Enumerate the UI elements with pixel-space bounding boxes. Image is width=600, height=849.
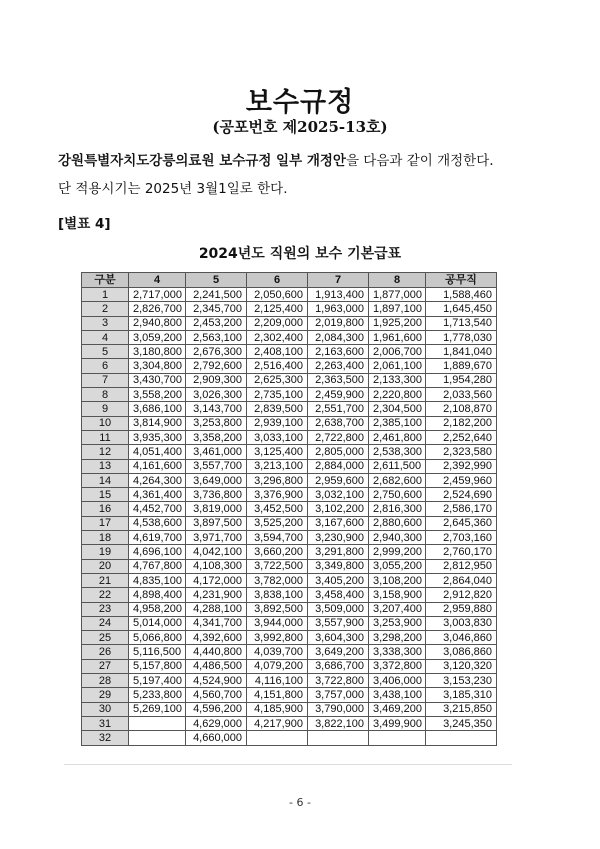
table-row: [82, 702, 497, 716]
header-cell: 구분: [82, 273, 129, 288]
salary-cell: 3,158,900: [369, 588, 426, 602]
table-row: [82, 473, 497, 487]
salary-cell: 3,059,200: [129, 330, 186, 344]
salary-cell: 3,499,900: [369, 716, 426, 730]
grade-cell: 32: [82, 731, 129, 745]
salary-cell: 3,557,900: [308, 616, 369, 630]
salary-cell: 4,217,900: [247, 716, 308, 730]
grade-cell: 15: [82, 488, 129, 502]
salary-cell: 2,717,000: [129, 288, 186, 302]
salary-cell: 2,323,580: [426, 445, 497, 459]
salary-cell: 3,660,200: [247, 545, 308, 559]
salary-cell: 3,167,600: [308, 516, 369, 530]
grade-cell: 19: [82, 545, 129, 559]
salary-cell: 4,172,000: [186, 573, 247, 587]
salary-cell: 4,898,400: [129, 588, 186, 602]
salary-cell: 3,055,200: [369, 559, 426, 573]
salary-cell: 2,524,690: [426, 488, 497, 502]
salary-cell: 1,963,000: [308, 302, 369, 316]
salary-cell: 3,686,100: [129, 402, 186, 416]
grade-cell: 18: [82, 531, 129, 545]
salary-cell: 2,805,000: [308, 445, 369, 459]
salary-cell: 3,649,000: [186, 473, 247, 487]
salary-cell: 3,822,100: [308, 716, 369, 730]
salary-cell: 2,939,100: [247, 416, 308, 430]
salary-cell: 3,026,300: [186, 388, 247, 402]
salary-cell: 3,782,000: [247, 573, 308, 587]
salary-cell: 3,185,310: [426, 688, 497, 702]
grade-cell: 7: [82, 373, 129, 387]
salary-cell: 2,792,600: [186, 359, 247, 373]
salary-cell: 3,102,200: [308, 502, 369, 516]
salary-cell: 2,760,170: [426, 545, 497, 559]
salary-cell: 2,033,560: [426, 388, 497, 402]
salary-cell: 2,241,500: [186, 288, 247, 302]
salary-cell: 4,596,200: [186, 702, 247, 716]
salary-cell: 2,461,800: [369, 430, 426, 444]
salary-cell: 4,079,200: [247, 659, 308, 673]
grade-cell: 2: [82, 302, 129, 316]
salary-cell: 3,944,000: [247, 616, 308, 630]
salary-cell: 5,066,800: [129, 631, 186, 645]
salary-cell: 2,108,870: [426, 402, 497, 416]
grade-cell: 16: [82, 502, 129, 516]
salary-cell: 3,230,900: [308, 531, 369, 545]
table-row: [82, 330, 497, 344]
salary-cell: 4,958,200: [129, 602, 186, 616]
salary-cell: 4,767,800: [129, 559, 186, 573]
salary-cell: 2,676,300: [186, 345, 247, 359]
salary-cell: 5,157,800: [129, 659, 186, 673]
grade-cell: 13: [82, 459, 129, 473]
salary-cell: 4,440,800: [186, 645, 247, 659]
table-header-row: [82, 273, 497, 288]
salary-cell: 3,458,400: [308, 588, 369, 602]
salary-cell: 1,841,040: [426, 345, 497, 359]
table-row: [82, 545, 497, 559]
salary-cell: 3,604,300: [308, 631, 369, 645]
grade-cell: 31: [82, 716, 129, 730]
salary-cell: 2,682,600: [369, 473, 426, 487]
salary-cell: 2,061,100: [369, 359, 426, 373]
salary-cell: 1,913,400: [308, 288, 369, 302]
salary-cell: 2,363,500: [308, 373, 369, 387]
salary-cell: 1,889,670: [426, 359, 497, 373]
salary-cell: 4,560,700: [186, 688, 247, 702]
salary-cell: [129, 731, 186, 745]
salary-cell: 3,594,700: [247, 531, 308, 545]
salary-cell: 3,736,800: [186, 488, 247, 502]
salary-cell: 3,814,900: [129, 416, 186, 430]
paragraph-effective-date: 단 적용시기는 2025년 3월1일로 한다.: [58, 181, 288, 197]
salary-cell: 3,376,900: [247, 488, 308, 502]
salary-cell: 3,649,200: [308, 645, 369, 659]
salary-cell: 3,296,800: [247, 473, 308, 487]
header-cell: 5: [186, 273, 247, 288]
salary-cell: 3,213,100: [247, 459, 308, 473]
salary-cell: 2,385,100: [369, 416, 426, 430]
salary-cell: 2,302,400: [247, 330, 308, 344]
salary-cell: 5,269,100: [129, 702, 186, 716]
table-row: [82, 531, 497, 545]
salary-cell: 3,003,830: [426, 616, 497, 630]
table-row: [82, 573, 497, 587]
table-row: [82, 373, 497, 387]
salary-cell: 4,619,700: [129, 531, 186, 545]
table-row: [82, 388, 497, 402]
salary-cell: 2,345,700: [186, 302, 247, 316]
table-row: [82, 459, 497, 473]
table-row: [82, 502, 497, 516]
salary-cell: 4,185,900: [247, 702, 308, 716]
salary-cell: 3,757,000: [308, 688, 369, 702]
salary-cell: 4,341,700: [186, 616, 247, 630]
salary-cell: 4,231,900: [186, 588, 247, 602]
salary-cell: 2,516,400: [247, 359, 308, 373]
salary-cell: 2,408,100: [247, 345, 308, 359]
salary-cell: 3,358,200: [186, 430, 247, 444]
salary-cell: 2,940,800: [129, 316, 186, 330]
salary-cell: 3,298,200: [369, 631, 426, 645]
header-cell: 8: [369, 273, 426, 288]
salary-cell: 2,019,800: [308, 316, 369, 330]
header-cell: 7: [308, 273, 369, 288]
salary-cell: 3,819,000: [186, 502, 247, 516]
salary-cell: 2,586,170: [426, 502, 497, 516]
salary-cell: 2,133,300: [369, 373, 426, 387]
salary-cell: 3,304,800: [129, 359, 186, 373]
salary-cell: 3,558,200: [129, 388, 186, 402]
paragraph-amendment: [58, 149, 598, 169]
table-row: [82, 416, 497, 430]
salary-cell: 2,220,800: [369, 388, 426, 402]
grade-cell: 26: [82, 645, 129, 659]
salary-cell: 2,263,400: [308, 359, 369, 373]
salary-cell: 2,163,600: [308, 345, 369, 359]
salary-cell: 4,524,900: [186, 674, 247, 688]
salary-cell: 3,143,700: [186, 402, 247, 416]
salary-cell: 2,880,600: [369, 516, 426, 530]
table-row: [82, 288, 497, 302]
page-number: - 6 -: [289, 796, 311, 809]
salary-cell: 3,125,400: [247, 445, 308, 459]
salary-cell: 2,703,160: [426, 531, 497, 545]
table-row: [82, 359, 497, 373]
table-row: [82, 602, 497, 616]
salary-cell: 2,551,700: [308, 402, 369, 416]
salary-cell: 3,722,800: [308, 674, 369, 688]
salary-cell: 2,735,100: [247, 388, 308, 402]
salary-cell: 2,864,040: [426, 573, 497, 587]
salary-cell: 1,877,000: [369, 288, 426, 302]
salary-cell: 2,006,700: [369, 345, 426, 359]
salary-cell: 1,713,540: [426, 316, 497, 330]
salary-cell: 3,253,900: [369, 616, 426, 630]
grade-cell: 22: [82, 588, 129, 602]
salary-cell: 3,406,000: [369, 674, 426, 688]
salary-cell: 3,086,860: [426, 645, 497, 659]
salary-cell: 3,207,400: [369, 602, 426, 616]
salary-cell: 2,050,600: [247, 288, 308, 302]
header-cell: 6: [247, 273, 308, 288]
document-subtitle: (공포번호 제2025-13호): [212, 118, 388, 136]
salary-cell: 4,051,400: [129, 445, 186, 459]
salary-cell: 2,459,960: [426, 473, 497, 487]
grade-cell: 29: [82, 688, 129, 702]
salary-cell: 3,430,700: [129, 373, 186, 387]
salary-cell: 3,046,860: [426, 631, 497, 645]
grade-cell: 1: [82, 288, 129, 302]
salary-cell: 2,563,100: [186, 330, 247, 344]
salary-cell: 4,452,700: [129, 502, 186, 516]
salary-table: [81, 272, 497, 746]
salary-cell: 4,629,000: [186, 716, 247, 730]
salary-cell: 3,372,800: [369, 659, 426, 673]
salary-cell: 4,538,600: [129, 516, 186, 530]
document-title: 보수규정: [245, 87, 355, 118]
salary-cell: 4,042,100: [186, 545, 247, 559]
salary-cell: 2,839,500: [247, 402, 308, 416]
salary-cell: 3,349,800: [308, 559, 369, 573]
grade-cell: 9: [82, 402, 129, 416]
grade-cell: 24: [82, 616, 129, 630]
salary-cell: 3,253,800: [186, 416, 247, 430]
table-row: [82, 316, 497, 330]
table-row: [82, 345, 497, 359]
grade-cell: 25: [82, 631, 129, 645]
salary-cell: 4,835,100: [129, 573, 186, 587]
salary-cell: 3,525,200: [247, 516, 308, 530]
salary-cell: 3,557,700: [186, 459, 247, 473]
table-row: [82, 631, 497, 645]
table-row: [82, 516, 497, 530]
salary-cell: 2,816,300: [369, 502, 426, 516]
table-row: [82, 302, 497, 316]
salary-cell: 3,180,800: [129, 345, 186, 359]
amendment-bold-text: 강원특별자치도강릉의료원 보수규정 일부 개정안: [58, 153, 346, 169]
salary-cell: 2,645,360: [426, 516, 497, 530]
salary-cell: 2,304,500: [369, 402, 426, 416]
salary-cell: 3,971,700: [186, 531, 247, 545]
salary-cell: 3,153,230: [426, 674, 497, 688]
salary-cell: 3,120,320: [426, 659, 497, 673]
attachment-reference: [별표 4]: [58, 216, 111, 232]
salary-cell: [308, 731, 369, 745]
salary-cell: 3,461,000: [186, 445, 247, 459]
table-row: [82, 645, 497, 659]
salary-cell: 2,209,000: [247, 316, 308, 330]
salary-cell: 2,750,600: [369, 488, 426, 502]
salary-cell: 4,161,600: [129, 459, 186, 473]
salary-cell: 1,954,280: [426, 373, 497, 387]
grade-cell: 3: [82, 316, 129, 330]
table-title: 2024년도 직원의 보수 기본급표: [198, 246, 402, 262]
salary-cell: 1,588,460: [426, 288, 497, 302]
salary-cell: 2,625,300: [247, 373, 308, 387]
salary-cell: 2,909,300: [186, 373, 247, 387]
salary-cell: 1,645,450: [426, 302, 497, 316]
salary-cell: [426, 731, 497, 745]
salary-cell: 3,790,000: [308, 702, 369, 716]
grade-cell: 12: [82, 445, 129, 459]
table-row: [82, 674, 497, 688]
grade-cell: 21: [82, 573, 129, 587]
salary-cell: 2,459,900: [308, 388, 369, 402]
salary-cell: 4,116,100: [247, 674, 308, 688]
salary-cell: 1,778,030: [426, 330, 497, 344]
salary-cell: 2,912,820: [426, 588, 497, 602]
header-cell: 공무직: [426, 273, 497, 288]
grade-cell: 8: [82, 388, 129, 402]
salary-cell: 5,014,000: [129, 616, 186, 630]
salary-cell: 4,264,300: [129, 473, 186, 487]
grade-cell: 20: [82, 559, 129, 573]
salary-cell: 1,961,600: [369, 330, 426, 344]
salary-cell: 4,392,600: [186, 631, 247, 645]
salary-cell: 3,452,500: [247, 502, 308, 516]
salary-cell: 2,826,700: [129, 302, 186, 316]
salary-cell: 5,197,400: [129, 674, 186, 688]
salary-cell: 1,897,100: [369, 302, 426, 316]
salary-cell: 3,686,700: [308, 659, 369, 673]
salary-cell: 3,291,800: [308, 545, 369, 559]
salary-cell: 2,959,880: [426, 602, 497, 616]
salary-cell: 4,696,100: [129, 545, 186, 559]
salary-cell: 2,252,640: [426, 430, 497, 444]
salary-cell: 2,084,300: [308, 330, 369, 344]
salary-cell: 3,509,000: [308, 602, 369, 616]
grade-cell: 14: [82, 473, 129, 487]
table-row: [82, 430, 497, 444]
salary-cell: 3,405,200: [308, 573, 369, 587]
salary-cell: 2,182,200: [426, 416, 497, 430]
salary-cell: 2,812,950: [426, 559, 497, 573]
table-body: [82, 288, 497, 746]
grade-cell: 27: [82, 659, 129, 673]
salary-cell: 2,125,400: [247, 302, 308, 316]
table-row: [82, 445, 497, 459]
salary-cell: [369, 731, 426, 745]
grade-cell: 23: [82, 602, 129, 616]
salary-cell: 4,486,500: [186, 659, 247, 673]
grade-cell: 6: [82, 359, 129, 373]
salary-cell: 3,992,800: [247, 631, 308, 645]
grade-cell: 11: [82, 430, 129, 444]
salary-cell: 5,233,800: [129, 688, 186, 702]
salary-cell: [247, 731, 308, 745]
table-row: [82, 616, 497, 630]
table-row: [82, 731, 497, 745]
salary-cell: 3,722,500: [247, 559, 308, 573]
table-row: [82, 688, 497, 702]
salary-cell: 2,538,300: [369, 445, 426, 459]
grade-cell: 4: [82, 330, 129, 344]
table-row: [82, 588, 497, 602]
salary-cell: 2,940,300: [369, 531, 426, 545]
salary-cell: 2,722,800: [308, 430, 369, 444]
grade-cell: 5: [82, 345, 129, 359]
salary-cell: 2,638,700: [308, 416, 369, 430]
salary-cell: 2,959,600: [308, 473, 369, 487]
salary-cell: 3,935,300: [129, 430, 186, 444]
salary-cell: 3,838,100: [247, 588, 308, 602]
table-row: [82, 716, 497, 730]
salary-cell: 4,288,100: [186, 602, 247, 616]
salary-cell: 3,469,200: [369, 702, 426, 716]
grade-cell: 28: [82, 674, 129, 688]
salary-cell: 2,884,000: [308, 459, 369, 473]
salary-cell: 3,108,200: [369, 573, 426, 587]
salary-cell: 3,338,300: [369, 645, 426, 659]
salary-cell: 4,361,400: [129, 488, 186, 502]
salary-cell: 4,660,000: [186, 731, 247, 745]
grade-cell: 10: [82, 416, 129, 430]
salary-cell: 3,032,100: [308, 488, 369, 502]
salary-cell: 1,925,200: [369, 316, 426, 330]
amendment-text: 을 다음과 같이 개정한다.: [345, 153, 494, 169]
salary-cell: 2,611,500: [369, 459, 426, 473]
salary-cell: 3,897,500: [186, 516, 247, 530]
salary-cell: 5,116,500: [129, 645, 186, 659]
salary-cell: 3,215,850: [426, 702, 497, 716]
salary-cell: 4,039,700: [247, 645, 308, 659]
salary-cell: 4,151,800: [247, 688, 308, 702]
grade-cell: 17: [82, 516, 129, 530]
grade-cell: 30: [82, 702, 129, 716]
table-row: [82, 488, 497, 502]
salary-cell: 2,453,200: [186, 316, 247, 330]
salary-cell: 3,892,500: [247, 602, 308, 616]
table-row: [82, 659, 497, 673]
salary-cell: 2,999,200: [369, 545, 426, 559]
table-row: [82, 402, 497, 416]
divider-line: [64, 764, 512, 765]
salary-cell: [129, 716, 186, 730]
salary-cell: 2,392,990: [426, 459, 497, 473]
table-row: [82, 559, 497, 573]
salary-cell: 3,033,100: [247, 430, 308, 444]
header-cell: 4: [129, 273, 186, 288]
salary-cell: 3,245,350: [426, 716, 497, 730]
salary-cell: 3,438,100: [369, 688, 426, 702]
salary-cell: 4,108,300: [186, 559, 247, 573]
